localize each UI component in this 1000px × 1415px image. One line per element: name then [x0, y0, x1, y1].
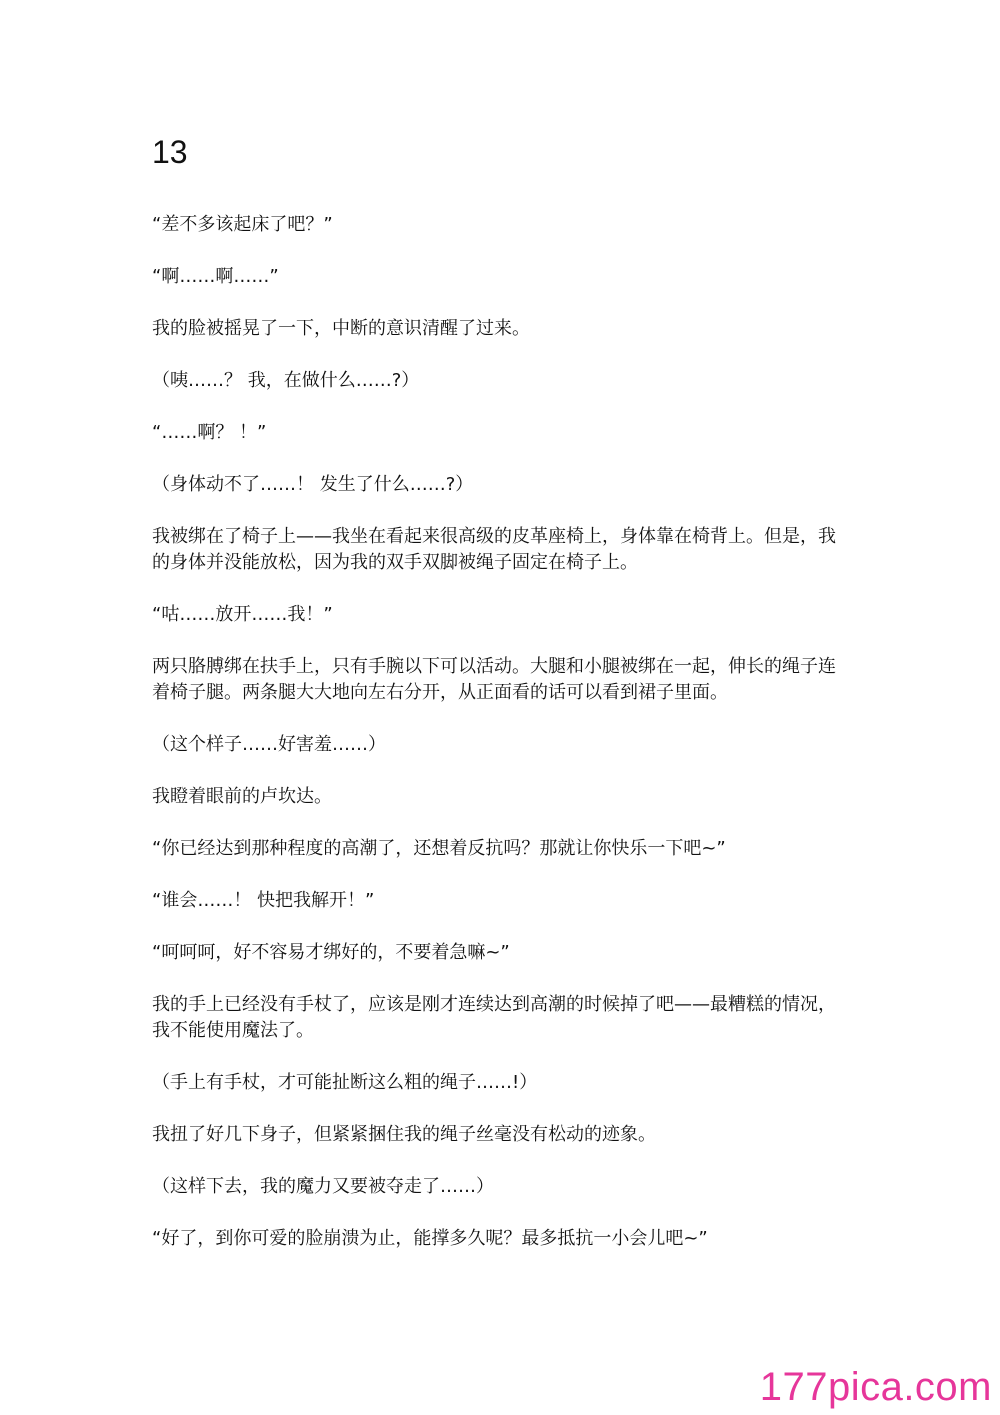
paragraph: 我扭了好几下身子，但紧紧捆住我的绳子丝毫没有松动的迹象。 — [152, 1124, 656, 1145]
paragraph: （身体动不了……！ 发生了什么……?） — [152, 474, 474, 495]
paragraph: “咕……放开……我！” — [152, 604, 333, 625]
paragraph: 两只胳膊绑在扶手上，只有手腕以下可以活动。大腿和小腿被绑在一起，伸长的绳子连着椅子腿。两条腿大大地向左右分开，从正面看的话可以看到裙子里面。 — [152, 656, 836, 703]
site-watermark: 177pica.com — [759, 1365, 992, 1409]
paragraph: “差不多该起床了吧？” — [152, 214, 333, 235]
paragraph: “呵呵呵，好不容易才绑好的，不要着急嘛~” — [152, 942, 510, 963]
paragraph: 我的手上已经没有手杖了，应该是刚才连续达到高潮的时候掉了吧——最糟糕的情况，我不能使用魔法了。 — [152, 994, 836, 1041]
paragraph: “啊……啊……” — [152, 266, 279, 287]
paragraph: （手上有手杖，才可能扯断这么粗的绳子……!） — [152, 1072, 538, 1093]
paragraph: “……啊？ ！” — [152, 422, 267, 443]
paragraph: （这样下去，我的魔力又要被夺走了……） — [152, 1176, 494, 1197]
story-body — [152, 212, 852, 1278]
paragraph: （咦……？ 我，在做什么……?） — [152, 370, 420, 391]
paragraph: 我的脸被摇晃了一下，中断的意识清醒了过来。 — [152, 318, 530, 339]
paragraph: “你已经达到那种程度的高潮了，还想着反抗吗？那就让你快乐一下吧~” — [152, 838, 726, 859]
paragraph: （这个样子……好害羞……） — [152, 734, 386, 755]
paragraph: 我被绑在了椅子上——我坐在看起来很高级的皮革座椅上，身体靠在椅背上。但是，我的身体并没能放松，因为我的双手双脚被绳子固定在椅子上。 — [152, 526, 836, 573]
paragraph: “好了，到你可爱的脸崩溃为止，能撑多久呢？最多抵抗一小会儿吧~” — [152, 1228, 708, 1249]
paragraph: “谁会……！ 快把我解开！” — [152, 890, 375, 911]
chapter-number: 13 — [152, 134, 188, 170]
paragraph: 我瞪着眼前的卢坎达。 — [152, 786, 332, 807]
